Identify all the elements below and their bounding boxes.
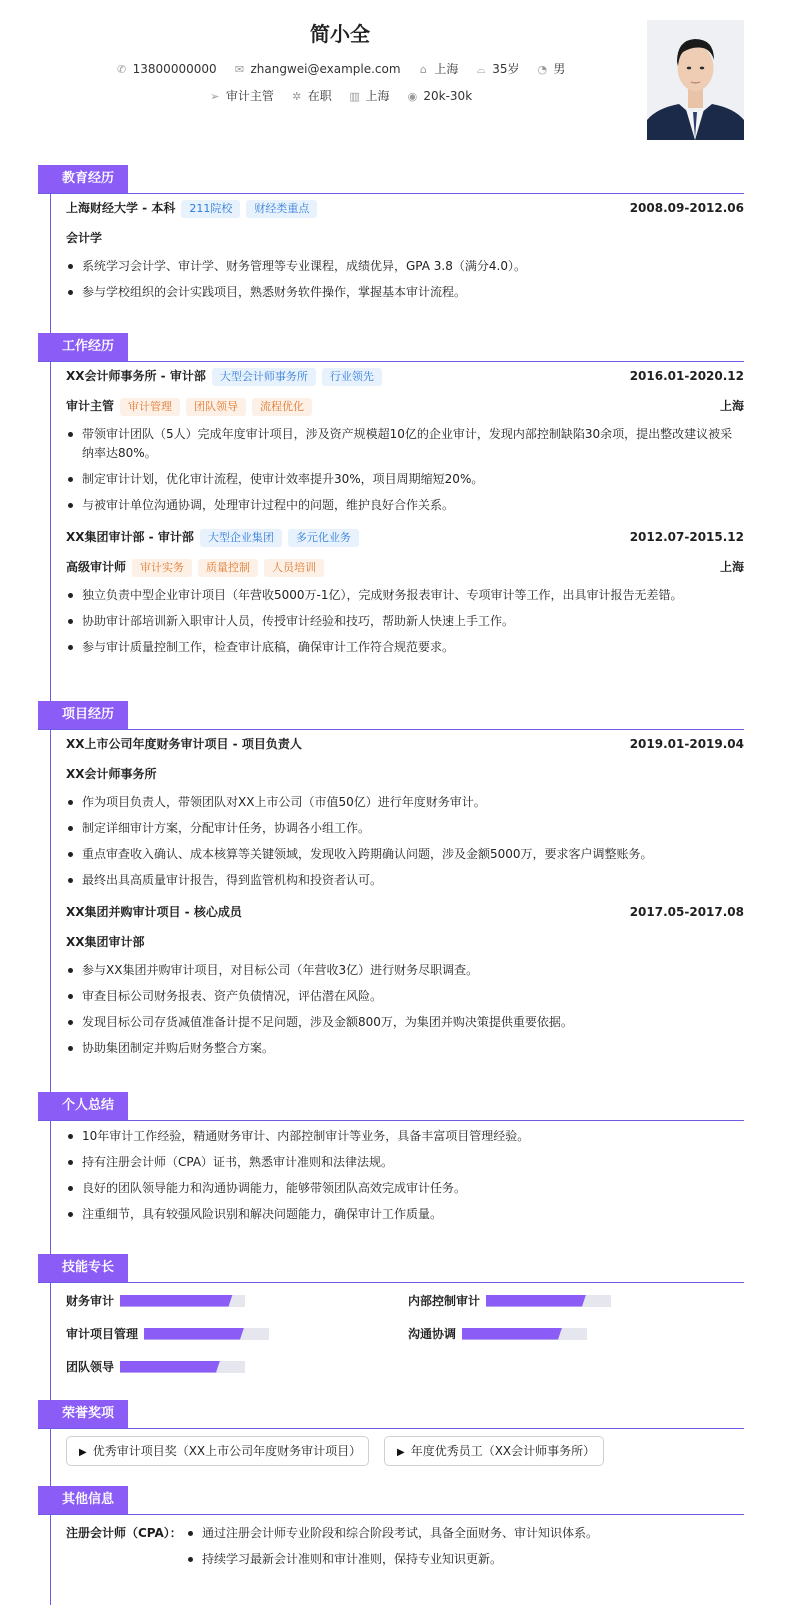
skill-item [66, 1323, 269, 1343]
education-header [66, 193, 744, 223]
other-label: 注册会计师（CPA）： [66, 1526, 182, 1540]
date-range: 2019.01-2019.04 [629, 737, 744, 751]
gender-item: ◔ 男 [535, 60, 565, 77]
location: 上海 [719, 560, 744, 574]
skill-bar [462, 1328, 587, 1340]
education-section [38, 165, 744, 315]
company-name: XX会计师事务所 - 审计部 [66, 369, 206, 383]
phone-icon: ✆ [117, 63, 127, 76]
list-item: 带领审计团队（5人）完成年度审计项目，涉及资产规模超10亿的企业审计，发现内部控制缺陷30余项，提出整改建议被采纳率达80%。 [66, 425, 744, 463]
date-range: 2008.09-2012.06 [629, 201, 744, 215]
list-item: 与被审计单位沟通协调，处理审计过程中的问题，维护良好合作关系。 [66, 496, 744, 515]
position-row [66, 391, 744, 421]
skill-name: 团队领导 [66, 1359, 115, 1374]
resume-name: 简小全 [310, 22, 370, 46]
tag: 大型企业集团 [200, 529, 282, 547]
skill-bar [120, 1361, 245, 1373]
bullet-list [66, 425, 744, 515]
section-title: 个人总结 [38, 1092, 128, 1120]
triangle-right-icon: ▶ [79, 1447, 87, 1458]
skill-bar-fill [120, 1361, 220, 1373]
list-item: 协助集团制定并购后财务整合方案。 [66, 1039, 744, 1058]
tag: 行业领先 [322, 368, 382, 386]
list-item: 最终出具高质量审计报告，得到监管机构和投资者认可。 [66, 871, 744, 890]
job-header [66, 361, 744, 391]
project-org-row [66, 927, 744, 957]
position-title: 高级审计师 [66, 560, 127, 574]
triangle-right-icon: ▶ [397, 1447, 405, 1458]
section-title: 技能专长 [38, 1254, 128, 1282]
tag: 流程优化 [252, 398, 312, 416]
project-header [66, 729, 744, 759]
list-item: 注重细节，具有较强风险识别和解决问题能力，确保审计工作质量。 [66, 1205, 744, 1224]
list-item: 参与学校组织的会计实践项目，熟悉财务软件操作，掌握基本审计流程。 [66, 283, 744, 302]
list-item: 协助审计部培训新入职审计人员，传授审计经验和技巧，帮助新人快速上手工作。 [66, 612, 744, 631]
list-item: 10年审计工作经验，精通财务审计、内部控制审计等业务，具备丰富项目管理经验。 [66, 1127, 744, 1146]
tag: 211院校 [181, 200, 240, 218]
school-name: 上海财经大学 - 本科 [66, 201, 176, 215]
list-item: 通过注册会计师专业阶段和综合阶段考试，具备全面财务、审计知识体系。 [186, 1524, 746, 1543]
section-divider [38, 1428, 744, 1429]
tag: 人员培训 [264, 559, 324, 577]
section-title: 教育经历 [38, 165, 128, 193]
bullet-list [66, 961, 744, 1058]
profile-photo [647, 20, 744, 140]
section-divider [38, 1120, 744, 1121]
age-item: ⌓ 35岁 [474, 60, 519, 77]
date-range: 2017.05-2017.08 [629, 905, 744, 919]
major-row [66, 223, 744, 253]
work-section [38, 333, 744, 673]
tag: 大型会计师事务所 [212, 368, 316, 386]
list-item: 参与审计质量控制工作，检查审计底稿，确保审计工作符合规范要求。 [66, 638, 744, 657]
list-item: 持续学习最新会计准则和审计准则，保持专业知识更新。 [186, 1550, 746, 1569]
project-org: XX集团审计部 [66, 935, 145, 949]
job-target-item: ➢ 审计主管 [208, 87, 274, 104]
bullet-list [186, 1524, 746, 1576]
status-item: ✲ 在职 [290, 87, 332, 104]
skill-bar-fill [486, 1295, 586, 1307]
send-icon: ➢ [210, 90, 220, 103]
location: 上海 [719, 399, 744, 413]
age-icon: ⌓ [476, 63, 486, 76]
other-section [38, 1486, 744, 1586]
list-item: 制定详细审计方案，分配审计任务，协调各小组工作。 [66, 819, 744, 838]
section-body [66, 729, 744, 1065]
phone-item: ✆ 13800000000 [115, 62, 217, 76]
skill-bar-fill [144, 1328, 244, 1340]
position-row [66, 552, 744, 582]
skill-bar-fill [462, 1328, 562, 1340]
skill-name: 审计项目管理 [66, 1326, 139, 1341]
section-divider [38, 1282, 744, 1283]
major: 会计学 [66, 231, 103, 245]
building-icon: ▥ [349, 90, 360, 103]
section-body [66, 193, 744, 309]
project-org: XX会计师事务所 [66, 767, 157, 781]
list-item: 独立负责中型企业审计项目（年营收5000万-1亿），完成财务报表审计、专项审计等工作，出具审计报告无差错。 [66, 586, 744, 605]
date-range: 2012.07-2015.12 [629, 530, 744, 544]
skill-bar-fill [120, 1295, 233, 1307]
tag: 财经类重点 [246, 200, 317, 218]
awards-section [38, 1400, 744, 1470]
list-item: 作为项目负责人，带领团队对XX上市公司（市值50亿）进行年度财务审计。 [66, 793, 744, 812]
city-item: ⌂ 上海 [416, 60, 458, 77]
status-icon: ✲ [292, 90, 302, 103]
skills-section [38, 1254, 744, 1384]
section-title: 项目经历 [38, 701, 128, 729]
skill-name: 内部控制审计 [408, 1293, 481, 1308]
summary-section [38, 1092, 744, 1222]
tag: 审计实务 [132, 559, 192, 577]
section-divider [38, 1514, 744, 1515]
skill-name: 财务审计 [66, 1293, 115, 1308]
mail-icon: ✉ [234, 63, 245, 76]
skill-item [408, 1290, 611, 1310]
list-item: 参与XX集团并购审计项目，对目标公司（年营收3亿）进行财务尽职调查。 [66, 961, 744, 980]
skill-item [66, 1356, 245, 1376]
target-city-item: ▥ 上海 [349, 89, 390, 103]
gender-icon: ◔ [537, 63, 548, 76]
company-name: XX集团审计部 - 审计部 [66, 530, 194, 544]
bullet-list [66, 793, 744, 890]
award-item: ▶ 优秀审计项目奖（XX上市公司年度财务审计项目） [66, 1436, 369, 1466]
skill-item [66, 1290, 245, 1310]
bullet-list [66, 586, 744, 657]
position-title: 审计主管 [66, 399, 115, 413]
project-name: XX上市公司年度财务审计项目 - 项目负责人 [66, 737, 302, 751]
skill-bar [144, 1328, 269, 1340]
projects-section [38, 701, 744, 1055]
tag: 审计管理 [120, 398, 180, 416]
award-item: ▶ 年度优秀员工（XX会计师事务所） [384, 1436, 604, 1466]
bullet-list [66, 257, 744, 302]
section-body [66, 1127, 744, 1231]
contact-row [0, 60, 680, 77]
list-item: 持有注册会计师（CPA）证书，熟悉审计准则和法律法规。 [66, 1153, 744, 1172]
section-title: 荣誉奖项 [38, 1400, 128, 1428]
money-icon: ◉ [407, 90, 418, 103]
salary-item: ◉ 20k-30k [405, 89, 472, 103]
list-item: 审查目标公司财务报表、资产负债情况，评估潜在风险。 [66, 987, 744, 1006]
tag: 团队领导 [186, 398, 246, 416]
home-icon: ⌂ [419, 63, 427, 76]
skill-name: 沟通协调 [408, 1326, 457, 1341]
job-intent-row [0, 87, 680, 104]
section-body [66, 361, 744, 664]
date-range: 2016.01-2020.12 [629, 369, 744, 383]
skill-bar [120, 1295, 245, 1307]
bullet-list [66, 1127, 744, 1224]
list-item: 发现目标公司存货减值准备计提不足问题，涉及金额800万，为集团并购决策提供重要依据。 [66, 1013, 744, 1032]
project-header [66, 897, 744, 927]
tag: 多元化业务 [288, 529, 359, 547]
project-org-row [66, 759, 744, 789]
project-name: XX集团并购审计项目 - 核心成员 [66, 905, 242, 919]
section-title: 其他信息 [38, 1486, 128, 1514]
list-item: 制定审计计划，优化审计流程，使审计效率提升30%，项目周期缩短20%。 [66, 470, 744, 489]
job-header [66, 522, 744, 552]
skill-bar [486, 1295, 611, 1307]
list-item: 良好的团队领导能力和沟通协调能力，能够带领团队高效完成审计任务。 [66, 1179, 744, 1198]
email-item: ✉ zhangwei@example.com [232, 62, 400, 76]
list-item: 重点审查收入确认、成本核算等关键领域，发现收入跨期确认问题，涉及金额5000万，要求客户调整账务。 [66, 845, 744, 864]
tag: 质量控制 [198, 559, 258, 577]
list-item: 系统学习会计学、审计学、财务管理等专业课程，成绩优异，GPA 3.8（满分4.0）。 [66, 257, 744, 276]
section-title: 工作经历 [38, 333, 128, 361]
skill-item [408, 1323, 587, 1343]
